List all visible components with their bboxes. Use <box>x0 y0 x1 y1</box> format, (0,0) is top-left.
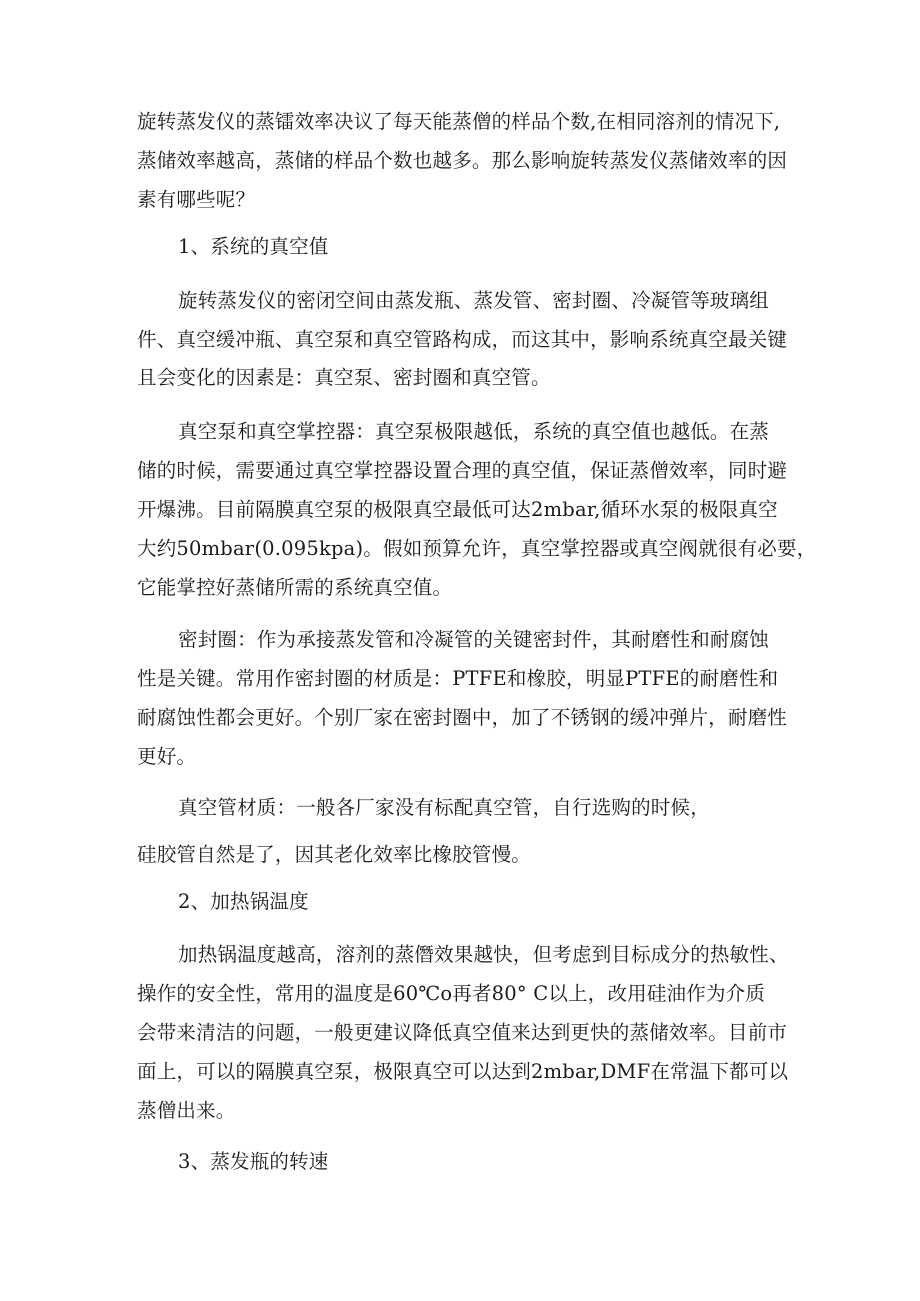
para3-line-4: 更好。 <box>137 745 197 768</box>
para4-line-1: 真空管材质：一般各厂家没有标配真空管，自行选购的时候， <box>178 796 710 819</box>
para1-line-3: 且会变化的因素是：真空泵、密封圈和真空管。 <box>137 366 551 389</box>
para2-line-2: 储的时候，需要通过真空掌控器设置合理的真空值，保证蒸僧效率，同时避 <box>137 459 788 482</box>
para5-line-5: 蒸僧出来。 <box>137 1099 236 1122</box>
heading-system-vacuum: 1、系统的真空值 <box>178 235 329 258</box>
heading-flask-speed: 3、蒸发瓶的转速 <box>178 1150 329 1173</box>
para3-line-3: 耐腐蚀性都会更好。个别厂家在密封圈中，加了不锈钢的缓冲弹片，耐磨性 <box>137 706 788 729</box>
para5-line-1: 加热锅温度越高，溶剂的蒸僭效果越快，但考虑到目标成分的热敏性、 <box>178 943 789 966</box>
para5-line-4: 面上，可以的隔膜真空泵，极限真空可以达到2mbar,DMF在常温下都可以 <box>137 1060 789 1083</box>
intro-line-1: 旋转蒸发仪的蒸镭效率决议了每天能蒸僧的样品个数,在相同溶剂的情况下, <box>137 110 781 133</box>
intro-line-3: 素有哪些呢？ <box>137 188 256 211</box>
para2-line-5: 它能掌控好蒸储所需的系统真空值。 <box>137 576 453 599</box>
para5-line-2: 操作的安全性，常用的温度是60℃o再者80° C以上，改用硅油作为介质 <box>137 982 766 1005</box>
para3-line-1: 密封圈：作为承接蒸发管和冷凝管的关键密封件，其耐磨性和耐腐蚀 <box>178 628 770 651</box>
para1-line-1: 旋转蒸发仪的密闭空间由蒸发瓶、蒸发管、密封圈、冷凝管等玻璃组 <box>178 289 770 312</box>
para2-line-3: 开爆沸。目前隔膜真空泵的极限真空最低可达2mbar,循环水泵的极限真空 <box>137 498 778 521</box>
para4-line-2: 硅胶管自然是了，因其老化效率比橡胶管慢。 <box>137 843 532 866</box>
para3-line-2: 性是关键。常用作密封圈的材质是：PTFE和橡胶，明显PTFE的耐磨性和 <box>137 667 779 690</box>
heading-heating-bath: 2、加热锅温度 <box>178 890 309 913</box>
para5-line-3: 会带来清洁的问题，一般更建议降低真空值来达到更快的蒸储效率。目前市 <box>137 1021 788 1044</box>
para2-line-1: 真空泵和真空掌控器：真空泵极限越低，系统的真空值也越低。在蒸 <box>178 420 770 443</box>
intro-line-2: 蒸储效率越高，蒸储的样品个数也越多。那么影响旋转蒸发仪蒸储效率的因 <box>137 149 788 172</box>
para1-line-2: 件、真空缓冲瓶、真空泵和真空管路构成，而这其中，影响系统真空最关键 <box>137 328 788 351</box>
para2-line-4: 大约50mbar(0.095kpa)。假如预算允许，真空掌控器或真空阀就很有必要， <box>137 537 817 560</box>
